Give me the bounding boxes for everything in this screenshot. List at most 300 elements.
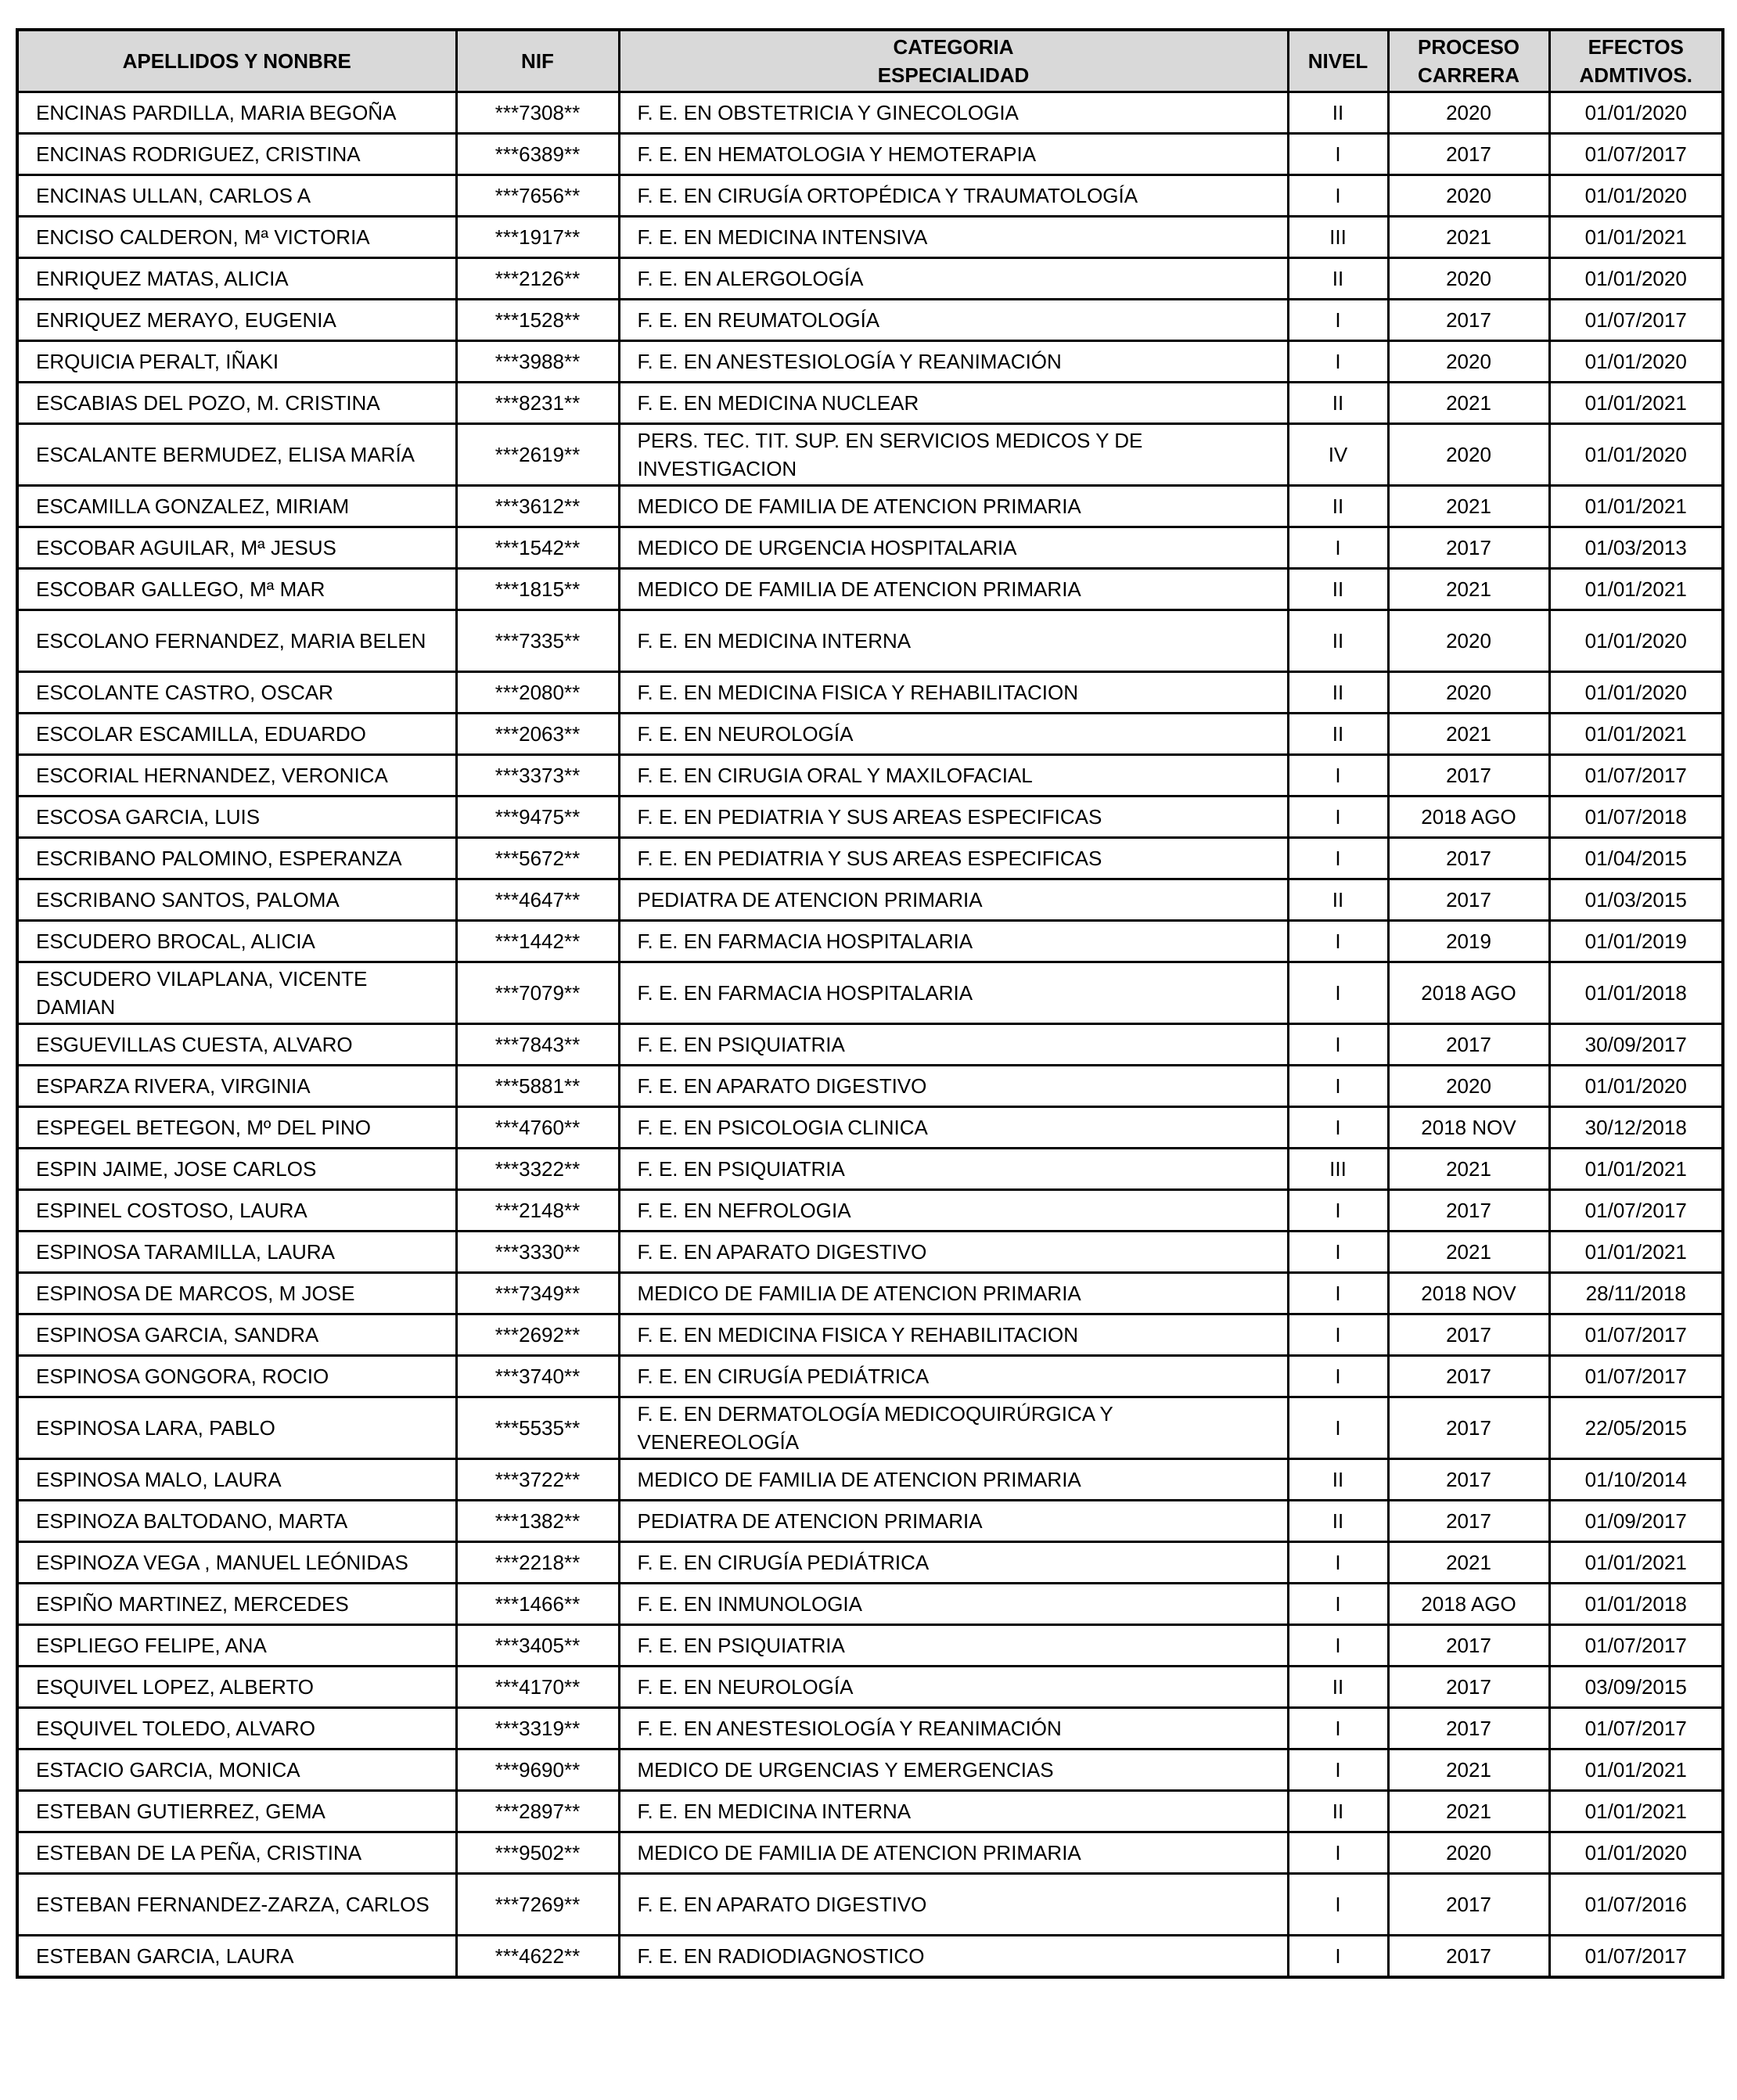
cell-proceso: 2017 xyxy=(1388,879,1549,921)
cell-name: ESTEBAN GUTIERREZ, GEMA xyxy=(17,1791,456,1832)
cell-categoria: F. E. EN APARATO DIGESTIVO xyxy=(619,1874,1288,1936)
cell-efectos: 01/10/2014 xyxy=(1549,1459,1723,1501)
cell-name: ESTEBAN FERNANDEZ-ZARZA, CARLOS xyxy=(17,1874,456,1936)
table-row xyxy=(17,796,1723,838)
table-row xyxy=(17,341,1723,383)
cell-nivel: I xyxy=(1288,1874,1388,1936)
cell-categoria: MEDICO DE FAMILIA DE ATENCION PRIMARIA xyxy=(619,1273,1288,1314)
cell-categoria: PERS. TEC. TIT. SUP. EN SERVICIOS MEDICOS Y DE INVESTIGACION xyxy=(619,424,1288,486)
cell-nif: ***4760** xyxy=(456,1107,619,1149)
cell-nif: ***3740** xyxy=(456,1356,619,1397)
table-row xyxy=(17,838,1723,879)
cell-categoria: F. E. EN FARMACIA HOSPITALARIA xyxy=(619,962,1288,1024)
cell-nivel: III xyxy=(1288,1149,1388,1190)
cell-nivel: II xyxy=(1288,879,1388,921)
cell-nivel: I xyxy=(1288,300,1388,341)
cell-nivel: II xyxy=(1288,610,1388,672)
table-row xyxy=(17,610,1723,672)
cell-categoria: F. E. EN ANESTESIOLOGÍA Y REANIMACIÓN xyxy=(619,341,1288,383)
header-nif: NIF xyxy=(456,30,619,92)
cell-categoria: F. E. EN MEDICINA INTENSIVA xyxy=(619,217,1288,258)
cell-categoria: F. E. EN NEUROLOGÍA xyxy=(619,1667,1288,1708)
cell-categoria: F. E. EN MEDICINA FISICA Y REHABILITACION xyxy=(619,1314,1288,1356)
cell-nivel: III xyxy=(1288,217,1388,258)
cell-categoria: F. E. EN RADIODIAGNOSTICO xyxy=(619,1936,1288,1978)
cell-nivel: I xyxy=(1288,1273,1388,1314)
cell-name: ESPINOSA MALO, LAURA xyxy=(17,1459,456,1501)
cell-nif: ***9502** xyxy=(456,1832,619,1874)
cell-name: ENCINAS RODRIGUEZ, CRISTINA xyxy=(17,134,456,175)
cell-proceso: 2020 xyxy=(1388,1832,1549,1874)
cell-efectos: 01/01/2021 xyxy=(1549,383,1723,424)
cell-categoria: F. E. EN ALERGOLOGÍA xyxy=(619,258,1288,300)
cell-efectos: 01/07/2017 xyxy=(1549,134,1723,175)
cell-name: ERQUICIA PERALT, IÑAKI xyxy=(17,341,456,383)
cell-efectos: 01/01/2020 xyxy=(1549,672,1723,714)
header-efectos-line1: EFECTOS xyxy=(1588,35,1684,59)
cell-name: ENCISO CALDERON, Mª VICTORIA xyxy=(17,217,456,258)
cell-name: ESCUDERO VILAPLANA, VICENTE DAMIAN xyxy=(17,962,456,1024)
cell-nivel: I xyxy=(1288,838,1388,879)
cell-nivel: I xyxy=(1288,1314,1388,1356)
cell-proceso: 2021 xyxy=(1388,1791,1549,1832)
cell-efectos: 01/07/2017 xyxy=(1549,1936,1723,1978)
cell-efectos: 01/07/2016 xyxy=(1549,1874,1723,1936)
cell-efectos: 01/07/2017 xyxy=(1549,755,1723,796)
cell-proceso: 2017 xyxy=(1388,1667,1549,1708)
cell-name: ESCALANTE BERMUDEZ, ELISA MARÍA xyxy=(17,424,456,486)
cell-name: ESPINOZA BALTODANO, MARTA xyxy=(17,1501,456,1542)
cell-categoria: MEDICO DE FAMILIA DE ATENCION PRIMARIA xyxy=(619,569,1288,610)
cell-nivel: I xyxy=(1288,1024,1388,1066)
table-row xyxy=(17,1314,1723,1356)
cell-categoria: F. E. EN APARATO DIGESTIVO xyxy=(619,1066,1288,1107)
cell-name: ESTACIO GARCIA, MONICA xyxy=(17,1749,456,1791)
cell-nivel: I xyxy=(1288,1190,1388,1232)
cell-nif: ***1917** xyxy=(456,217,619,258)
cell-name: ESPINOSA GARCIA, SANDRA xyxy=(17,1314,456,1356)
cell-name: ESPINOSA DE MARCOS, M JOSE xyxy=(17,1273,456,1314)
cell-efectos: 01/07/2017 xyxy=(1549,1190,1723,1232)
cell-nif: ***3722** xyxy=(456,1459,619,1501)
header-proceso xyxy=(1388,30,1549,92)
cell-name: ENRIQUEZ MATAS, ALICIA xyxy=(17,258,456,300)
cell-nivel: I xyxy=(1288,1584,1388,1625)
cell-nivel: I xyxy=(1288,1708,1388,1749)
table-row xyxy=(17,879,1723,921)
cell-proceso: 2017 xyxy=(1388,1708,1549,1749)
cell-nivel: I xyxy=(1288,1107,1388,1149)
cell-categoria: MEDICO DE FAMILIA DE ATENCION PRIMARIA xyxy=(619,486,1288,527)
header-nivel: NIVEL xyxy=(1288,30,1388,92)
cell-efectos: 01/01/2020 xyxy=(1549,92,1723,134)
cell-proceso: 2018 NOV xyxy=(1388,1107,1549,1149)
cell-proceso: 2020 xyxy=(1388,341,1549,383)
cell-efectos: 01/01/2018 xyxy=(1549,962,1723,1024)
cell-proceso: 2021 xyxy=(1388,217,1549,258)
cell-categoria: MEDICO DE FAMILIA DE ATENCION PRIMARIA xyxy=(619,1459,1288,1501)
cell-name: ESPINOSA TARAMILLA, LAURA xyxy=(17,1232,456,1273)
cell-categoria: F. E. EN PSIQUIATRIA xyxy=(619,1625,1288,1667)
cell-proceso: 2020 xyxy=(1388,610,1549,672)
header-efectos-line2: ADMTIVOS. xyxy=(1579,63,1692,87)
table-row xyxy=(17,1832,1723,1874)
cell-proceso: 2020 xyxy=(1388,672,1549,714)
cell-nif: ***9475** xyxy=(456,796,619,838)
cell-name: ESPINEL COSTOSO, LAURA xyxy=(17,1190,456,1232)
cell-nivel: I xyxy=(1288,921,1388,962)
cell-categoria: F. E. EN MEDICINA NUCLEAR xyxy=(619,383,1288,424)
cell-proceso: 2017 xyxy=(1388,1459,1549,1501)
table-row xyxy=(17,1501,1723,1542)
table-row xyxy=(17,921,1723,962)
cell-nivel: I xyxy=(1288,1066,1388,1107)
cell-nif: ***3405** xyxy=(456,1625,619,1667)
cell-proceso: 2017 xyxy=(1388,1190,1549,1232)
cell-efectos: 01/01/2018 xyxy=(1549,1584,1723,1625)
cell-nif: ***1442** xyxy=(456,921,619,962)
cell-nif: ***7335** xyxy=(456,610,619,672)
table-row xyxy=(17,1149,1723,1190)
header-proceso-line2: CARRERA xyxy=(1418,63,1519,87)
cell-categoria: MEDICO DE FAMILIA DE ATENCION PRIMARIA xyxy=(619,1832,1288,1874)
cell-efectos: 01/01/2019 xyxy=(1549,921,1723,962)
header-efectos xyxy=(1549,30,1723,92)
cell-proceso: 2017 xyxy=(1388,300,1549,341)
cell-nif: ***7843** xyxy=(456,1024,619,1066)
cell-nif: ***2080** xyxy=(456,672,619,714)
table-row xyxy=(17,1708,1723,1749)
table-row xyxy=(17,755,1723,796)
header-categoria-line1: CATEGORIA xyxy=(893,35,1014,59)
table-row xyxy=(17,1107,1723,1149)
cell-efectos: 01/01/2021 xyxy=(1549,217,1723,258)
table-row xyxy=(17,1459,1723,1501)
cell-proceso: 2021 xyxy=(1388,1149,1549,1190)
cell-proceso: 2017 xyxy=(1388,1356,1549,1397)
cell-proceso: 2020 xyxy=(1388,424,1549,486)
cell-efectos: 01/01/2020 xyxy=(1549,1066,1723,1107)
cell-proceso: 2017 xyxy=(1388,1397,1549,1459)
cell-proceso: 2020 xyxy=(1388,258,1549,300)
cell-nif: ***4622** xyxy=(456,1936,619,1978)
cell-nivel: II xyxy=(1288,569,1388,610)
cell-efectos: 01/04/2015 xyxy=(1549,838,1723,879)
cell-categoria: F. E. EN PEDIATRIA Y SUS AREAS ESPECIFICAS xyxy=(619,838,1288,879)
cell-name: ESPEGEL BETEGON, Mº DEL PINO xyxy=(17,1107,456,1149)
table-row xyxy=(17,1874,1723,1936)
cell-categoria: F. E. EN PEDIATRIA Y SUS AREAS ESPECIFICAS xyxy=(619,796,1288,838)
cell-nif: ***3330** xyxy=(456,1232,619,1273)
cell-proceso: 2017 xyxy=(1388,1874,1549,1936)
cell-efectos: 01/01/2021 xyxy=(1549,1749,1723,1791)
career-level-table xyxy=(16,28,1724,1979)
cell-proceso: 2018 AGO xyxy=(1388,796,1549,838)
cell-efectos: 01/07/2017 xyxy=(1549,1356,1723,1397)
cell-nif: ***1815** xyxy=(456,569,619,610)
cell-nif: ***7308** xyxy=(456,92,619,134)
cell-nif: ***4170** xyxy=(456,1667,619,1708)
table-row xyxy=(17,1625,1723,1667)
cell-nivel: II xyxy=(1288,1667,1388,1708)
cell-nif: ***2692** xyxy=(456,1314,619,1356)
cell-nivel: I xyxy=(1288,1936,1388,1978)
cell-nivel: II xyxy=(1288,1501,1388,1542)
cell-proceso: 2017 xyxy=(1388,755,1549,796)
table-row xyxy=(17,527,1723,569)
cell-nif: ***3322** xyxy=(456,1149,619,1190)
cell-name: ESCRIBANO PALOMINO, ESPERANZA xyxy=(17,838,456,879)
cell-categoria: F. E. EN PSICOLOGIA CLINICA xyxy=(619,1107,1288,1149)
cell-nivel: I xyxy=(1288,1232,1388,1273)
cell-proceso: 2018 AGO xyxy=(1388,1584,1549,1625)
cell-efectos: 28/11/2018 xyxy=(1549,1273,1723,1314)
cell-name: ESTEBAN DE LA PEÑA, CRISTINA xyxy=(17,1832,456,1874)
table-row xyxy=(17,1232,1723,1273)
table-row xyxy=(17,1397,1723,1459)
cell-name: ENRIQUEZ MERAYO, EUGENIA xyxy=(17,300,456,341)
cell-nif: ***5672** xyxy=(456,838,619,879)
cell-name: ESPINOSA GONGORA, ROCIO xyxy=(17,1356,456,1397)
table-row xyxy=(17,1356,1723,1397)
cell-efectos: 30/12/2018 xyxy=(1549,1107,1723,1149)
cell-nivel: II xyxy=(1288,672,1388,714)
cell-nif: ***2218** xyxy=(456,1542,619,1584)
cell-efectos: 30/09/2017 xyxy=(1549,1024,1723,1066)
cell-name: ESPARZA RIVERA, VIRGINIA xyxy=(17,1066,456,1107)
cell-nivel: I xyxy=(1288,134,1388,175)
cell-nif: ***7656** xyxy=(456,175,619,217)
cell-nif: ***1382** xyxy=(456,1501,619,1542)
cell-name: ESQUIVEL TOLEDO, ALVARO xyxy=(17,1708,456,1749)
cell-nivel: I xyxy=(1288,1749,1388,1791)
cell-categoria: F. E. EN NEUROLOGÍA xyxy=(619,714,1288,755)
cell-efectos: 01/07/2018 xyxy=(1549,796,1723,838)
cell-name: ESCOLANTE CASTRO, OSCAR xyxy=(17,672,456,714)
cell-nif: ***1542** xyxy=(456,527,619,569)
header-categoria-line2: ESPECIALIDAD xyxy=(877,63,1030,87)
cell-categoria: MEDICO DE URGENCIA HOSPITALARIA xyxy=(619,527,1288,569)
cell-categoria: F. E. EN HEMATOLOGIA Y HEMOTERAPIA xyxy=(619,134,1288,175)
cell-proceso: 2017 xyxy=(1388,527,1549,569)
cell-name: ESTEBAN GARCIA, LAURA xyxy=(17,1936,456,1978)
cell-name: ENCINAS ULLAN, CARLOS A xyxy=(17,175,456,217)
cell-name: ESPLIEGO FELIPE, ANA xyxy=(17,1625,456,1667)
table-row xyxy=(17,1190,1723,1232)
cell-categoria: F. E. EN CIRUGÍA ORTOPÉDICA Y TRAUMATOLOGÍA xyxy=(619,175,1288,217)
table-row xyxy=(17,1024,1723,1066)
cell-nif: ***8231** xyxy=(456,383,619,424)
cell-nivel: II xyxy=(1288,486,1388,527)
cell-nivel: I xyxy=(1288,1625,1388,1667)
cell-efectos: 01/01/2021 xyxy=(1549,569,1723,610)
cell-efectos: 01/01/2021 xyxy=(1549,1232,1723,1273)
table-row xyxy=(17,962,1723,1024)
cell-categoria: F. E. EN MEDICINA INTERNA xyxy=(619,1791,1288,1832)
cell-nivel: IV xyxy=(1288,424,1388,486)
cell-efectos: 01/01/2020 xyxy=(1549,424,1723,486)
cell-name: ESGUEVILLAS CUESTA, ALVARO xyxy=(17,1024,456,1066)
cell-nif: ***2897** xyxy=(456,1791,619,1832)
cell-name: ESCOLAR ESCAMILLA, EDUARDO xyxy=(17,714,456,755)
cell-name: ESCOBAR AGUILAR, Mª JESUS xyxy=(17,527,456,569)
cell-proceso: 2020 xyxy=(1388,92,1549,134)
cell-efectos: 01/01/2020 xyxy=(1549,610,1723,672)
cell-efectos: 01/07/2017 xyxy=(1549,300,1723,341)
cell-proceso: 2017 xyxy=(1388,1314,1549,1356)
cell-proceso: 2021 xyxy=(1388,1542,1549,1584)
cell-name: ESPIN JAIME, JOSE CARLOS xyxy=(17,1149,456,1190)
cell-categoria: F. E. EN PSIQUIATRIA xyxy=(619,1149,1288,1190)
cell-nivel: I xyxy=(1288,1542,1388,1584)
table-row xyxy=(17,217,1723,258)
cell-nif: ***3612** xyxy=(456,486,619,527)
cell-efectos: 01/01/2021 xyxy=(1549,714,1723,755)
header-categoria xyxy=(619,30,1288,92)
cell-efectos: 01/07/2017 xyxy=(1549,1625,1723,1667)
table-row xyxy=(17,300,1723,341)
cell-nif: ***3373** xyxy=(456,755,619,796)
cell-proceso: 2017 xyxy=(1388,1625,1549,1667)
cell-efectos: 03/09/2015 xyxy=(1549,1667,1723,1708)
cell-name: ESCOBAR GALLEGO, Mª MAR xyxy=(17,569,456,610)
cell-nif: ***6389** xyxy=(456,134,619,175)
cell-proceso: 2021 xyxy=(1388,486,1549,527)
table-body xyxy=(17,92,1723,1978)
cell-categoria: F. E. EN APARATO DIGESTIVO xyxy=(619,1232,1288,1273)
table-row xyxy=(17,1667,1723,1708)
cell-proceso: 2020 xyxy=(1388,175,1549,217)
cell-categoria: F. E. EN OBSTETRICIA Y GINECOLOGIA xyxy=(619,92,1288,134)
table-row xyxy=(17,672,1723,714)
cell-nivel: II xyxy=(1288,1459,1388,1501)
cell-nivel: II xyxy=(1288,1791,1388,1832)
cell-nivel: I xyxy=(1288,527,1388,569)
cell-efectos: 01/01/2021 xyxy=(1549,1149,1723,1190)
cell-categoria: F. E. EN NEFROLOGIA xyxy=(619,1190,1288,1232)
cell-nivel: I xyxy=(1288,796,1388,838)
cell-name: ESPINOSA LARA, PABLO xyxy=(17,1397,456,1459)
cell-nif: ***7269** xyxy=(456,1874,619,1936)
cell-proceso: 2017 xyxy=(1388,1936,1549,1978)
cell-nif: ***7349** xyxy=(456,1273,619,1314)
cell-efectos: 01/07/2017 xyxy=(1549,1708,1723,1749)
cell-nif: ***9690** xyxy=(456,1749,619,1791)
cell-nivel: II xyxy=(1288,92,1388,134)
cell-categoria: F. E. EN REUMATOLOGÍA xyxy=(619,300,1288,341)
cell-name: ESCABIAS DEL POZO, M. CRISTINA xyxy=(17,383,456,424)
cell-name: ESCAMILLA GONZALEZ, MIRIAM xyxy=(17,486,456,527)
cell-name: ESPINOZA VEGA , MANUEL LEÓNIDAS xyxy=(17,1542,456,1584)
table-row xyxy=(17,486,1723,527)
table-row xyxy=(17,92,1723,134)
cell-proceso: 2017 xyxy=(1388,838,1549,879)
table-row xyxy=(17,1273,1723,1314)
cell-nivel: I xyxy=(1288,341,1388,383)
cell-nivel: I xyxy=(1288,175,1388,217)
table-row xyxy=(17,1584,1723,1625)
cell-efectos: 01/01/2020 xyxy=(1549,258,1723,300)
cell-nivel: II xyxy=(1288,258,1388,300)
cell-name: ESCOLANO FERNANDEZ, MARIA BELEN xyxy=(17,610,456,672)
cell-categoria: F. E. EN DERMATOLOGÍA MEDICOQUIRÚRGICA Y VENEREOLOGÍA xyxy=(619,1397,1288,1459)
cell-categoria: F. E. EN INMUNOLOGIA xyxy=(619,1584,1288,1625)
cell-proceso: 2017 xyxy=(1388,134,1549,175)
cell-name: ESCRIBANO SANTOS, PALOMA xyxy=(17,879,456,921)
table-row xyxy=(17,569,1723,610)
cell-categoria: F. E. EN FARMACIA HOSPITALARIA xyxy=(619,921,1288,962)
cell-efectos: 22/05/2015 xyxy=(1549,1397,1723,1459)
cell-nif: ***5881** xyxy=(456,1066,619,1107)
cell-categoria: F. E. EN ANESTESIOLOGÍA Y REANIMACIÓN xyxy=(619,1708,1288,1749)
cell-efectos: 01/01/2020 xyxy=(1549,175,1723,217)
cell-nif: ***1528** xyxy=(456,300,619,341)
cell-efectos: 01/01/2021 xyxy=(1549,1542,1723,1584)
cell-nif: ***2619** xyxy=(456,424,619,486)
table-row xyxy=(17,1542,1723,1584)
cell-nif: ***2148** xyxy=(456,1190,619,1232)
table-row xyxy=(17,1936,1723,1978)
cell-name: ESCUDERO BROCAL, ALICIA xyxy=(17,921,456,962)
table-row xyxy=(17,424,1723,486)
cell-name: ESQUIVEL LOPEZ, ALBERTO xyxy=(17,1667,456,1708)
cell-nivel: I xyxy=(1288,1356,1388,1397)
cell-proceso: 2021 xyxy=(1388,1232,1549,1273)
cell-nif: ***3319** xyxy=(456,1708,619,1749)
cell-categoria: F. E. EN CIRUGÍA PEDIÁTRICA xyxy=(619,1542,1288,1584)
cell-nivel: I xyxy=(1288,962,1388,1024)
cell-nivel: I xyxy=(1288,1397,1388,1459)
table-header xyxy=(17,30,1723,92)
header-row xyxy=(17,30,1723,92)
cell-categoria: F. E. EN CIRUGIA ORAL Y MAXILOFACIAL xyxy=(619,755,1288,796)
cell-efectos: 01/03/2013 xyxy=(1549,527,1723,569)
cell-proceso: 2021 xyxy=(1388,569,1549,610)
cell-efectos: 01/01/2020 xyxy=(1549,1832,1723,1874)
cell-nif: ***2063** xyxy=(456,714,619,755)
cell-efectos: 01/01/2021 xyxy=(1549,486,1723,527)
cell-nif: ***5535** xyxy=(456,1397,619,1459)
cell-categoria: F. E. EN MEDICINA FISICA Y REHABILITACION xyxy=(619,672,1288,714)
cell-proceso: 2020 xyxy=(1388,1066,1549,1107)
table-row xyxy=(17,1791,1723,1832)
cell-proceso: 2021 xyxy=(1388,383,1549,424)
table-row xyxy=(17,175,1723,217)
cell-categoria: PEDIATRA DE ATENCION PRIMARIA xyxy=(619,1501,1288,1542)
table-row xyxy=(17,383,1723,424)
cell-efectos: 01/09/2017 xyxy=(1549,1501,1723,1542)
cell-nif: ***1466** xyxy=(456,1584,619,1625)
cell-name: ESCOSA GARCIA, LUIS xyxy=(17,796,456,838)
cell-efectos: 01/07/2017 xyxy=(1549,1314,1723,1356)
cell-nivel: I xyxy=(1288,1832,1388,1874)
cell-proceso: 2017 xyxy=(1388,1501,1549,1542)
cell-categoria: F. E. EN CIRUGÍA PEDIÁTRICA xyxy=(619,1356,1288,1397)
cell-proceso: 2019 xyxy=(1388,921,1549,962)
table-row xyxy=(17,258,1723,300)
cell-proceso: 2018 NOV xyxy=(1388,1273,1549,1314)
cell-name: ENCINAS PARDILLA, MARIA BEGOÑA xyxy=(17,92,456,134)
cell-categoria: PEDIATRA DE ATENCION PRIMARIA xyxy=(619,879,1288,921)
cell-efectos: 01/03/2015 xyxy=(1549,879,1723,921)
cell-proceso: 2017 xyxy=(1388,1024,1549,1066)
cell-proceso: 2021 xyxy=(1388,1749,1549,1791)
cell-proceso: 2018 AGO xyxy=(1388,962,1549,1024)
cell-nif: ***4647** xyxy=(456,879,619,921)
cell-nif: ***7079** xyxy=(456,962,619,1024)
cell-nivel: I xyxy=(1288,755,1388,796)
cell-efectos: 01/01/2021 xyxy=(1549,1791,1723,1832)
